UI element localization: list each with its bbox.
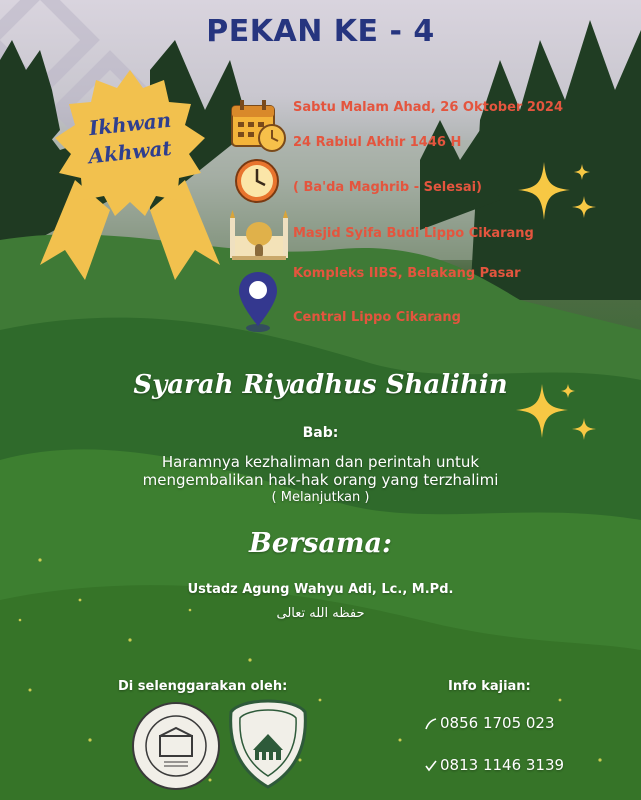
event-time: ( Ba'da Maghrib - Selesai) <box>293 180 482 195</box>
organizer-label: Di selenggarakan oleh: <box>118 679 288 694</box>
chapter-line-1: Haramnya kezhaliman dan perintah untuk <box>161 453 480 471</box>
event-address-line2: Central Lippo Cikarang <box>293 310 461 325</box>
rosette-badge <box>35 60 225 285</box>
phone-number-1[interactable]: 0856 1705 023 <box>440 714 555 732</box>
speaker-name: Ustadz Agung Wahyu Adi, Lc., M.Pd. <box>187 582 454 597</box>
study-title: Syarah Riyadhus Shalihin <box>133 370 508 400</box>
organizer-logo <box>130 700 222 792</box>
sparkle-icon <box>510 158 610 228</box>
chapter-line-2: mengembalikan hak-hak orang yang terzhalimi <box>142 471 499 489</box>
location-pin-icon <box>236 270 280 334</box>
event-date: Sabtu Malam Ahad, 26 Oktober 2024 <box>293 100 564 115</box>
clock-icon <box>234 158 280 204</box>
seal-logo <box>227 698 309 790</box>
page-title: PEKAN KE - 4 <box>206 14 435 49</box>
phone-number-2[interactable]: 0813 1146 3139 <box>440 756 565 774</box>
event-address-line1: Kompleks IIBS, Belakang Pasar <box>293 266 521 281</box>
calendar-icon <box>230 98 288 154</box>
speaker-honorific: حفظه الله تعالى <box>276 606 365 621</box>
chapter-note: ( Melanjutkan ) <box>271 490 370 505</box>
badge-line-1: Ikhwan <box>87 107 173 141</box>
phone-icon <box>424 759 438 773</box>
with-label: Bersama: <box>249 528 392 559</box>
event-venue: Masjid Syifa Budi Lippo Cikarang <box>293 226 534 241</box>
info-label: Info kajian: <box>448 679 531 694</box>
badge-line-2: Akhwat <box>87 135 173 169</box>
event-hijri-date: 24 Rabiul Akhir 1446 H <box>293 135 462 150</box>
phone-icon <box>424 717 438 731</box>
chapter-label: Bab: <box>302 425 339 441</box>
mosque-icon <box>228 210 290 260</box>
